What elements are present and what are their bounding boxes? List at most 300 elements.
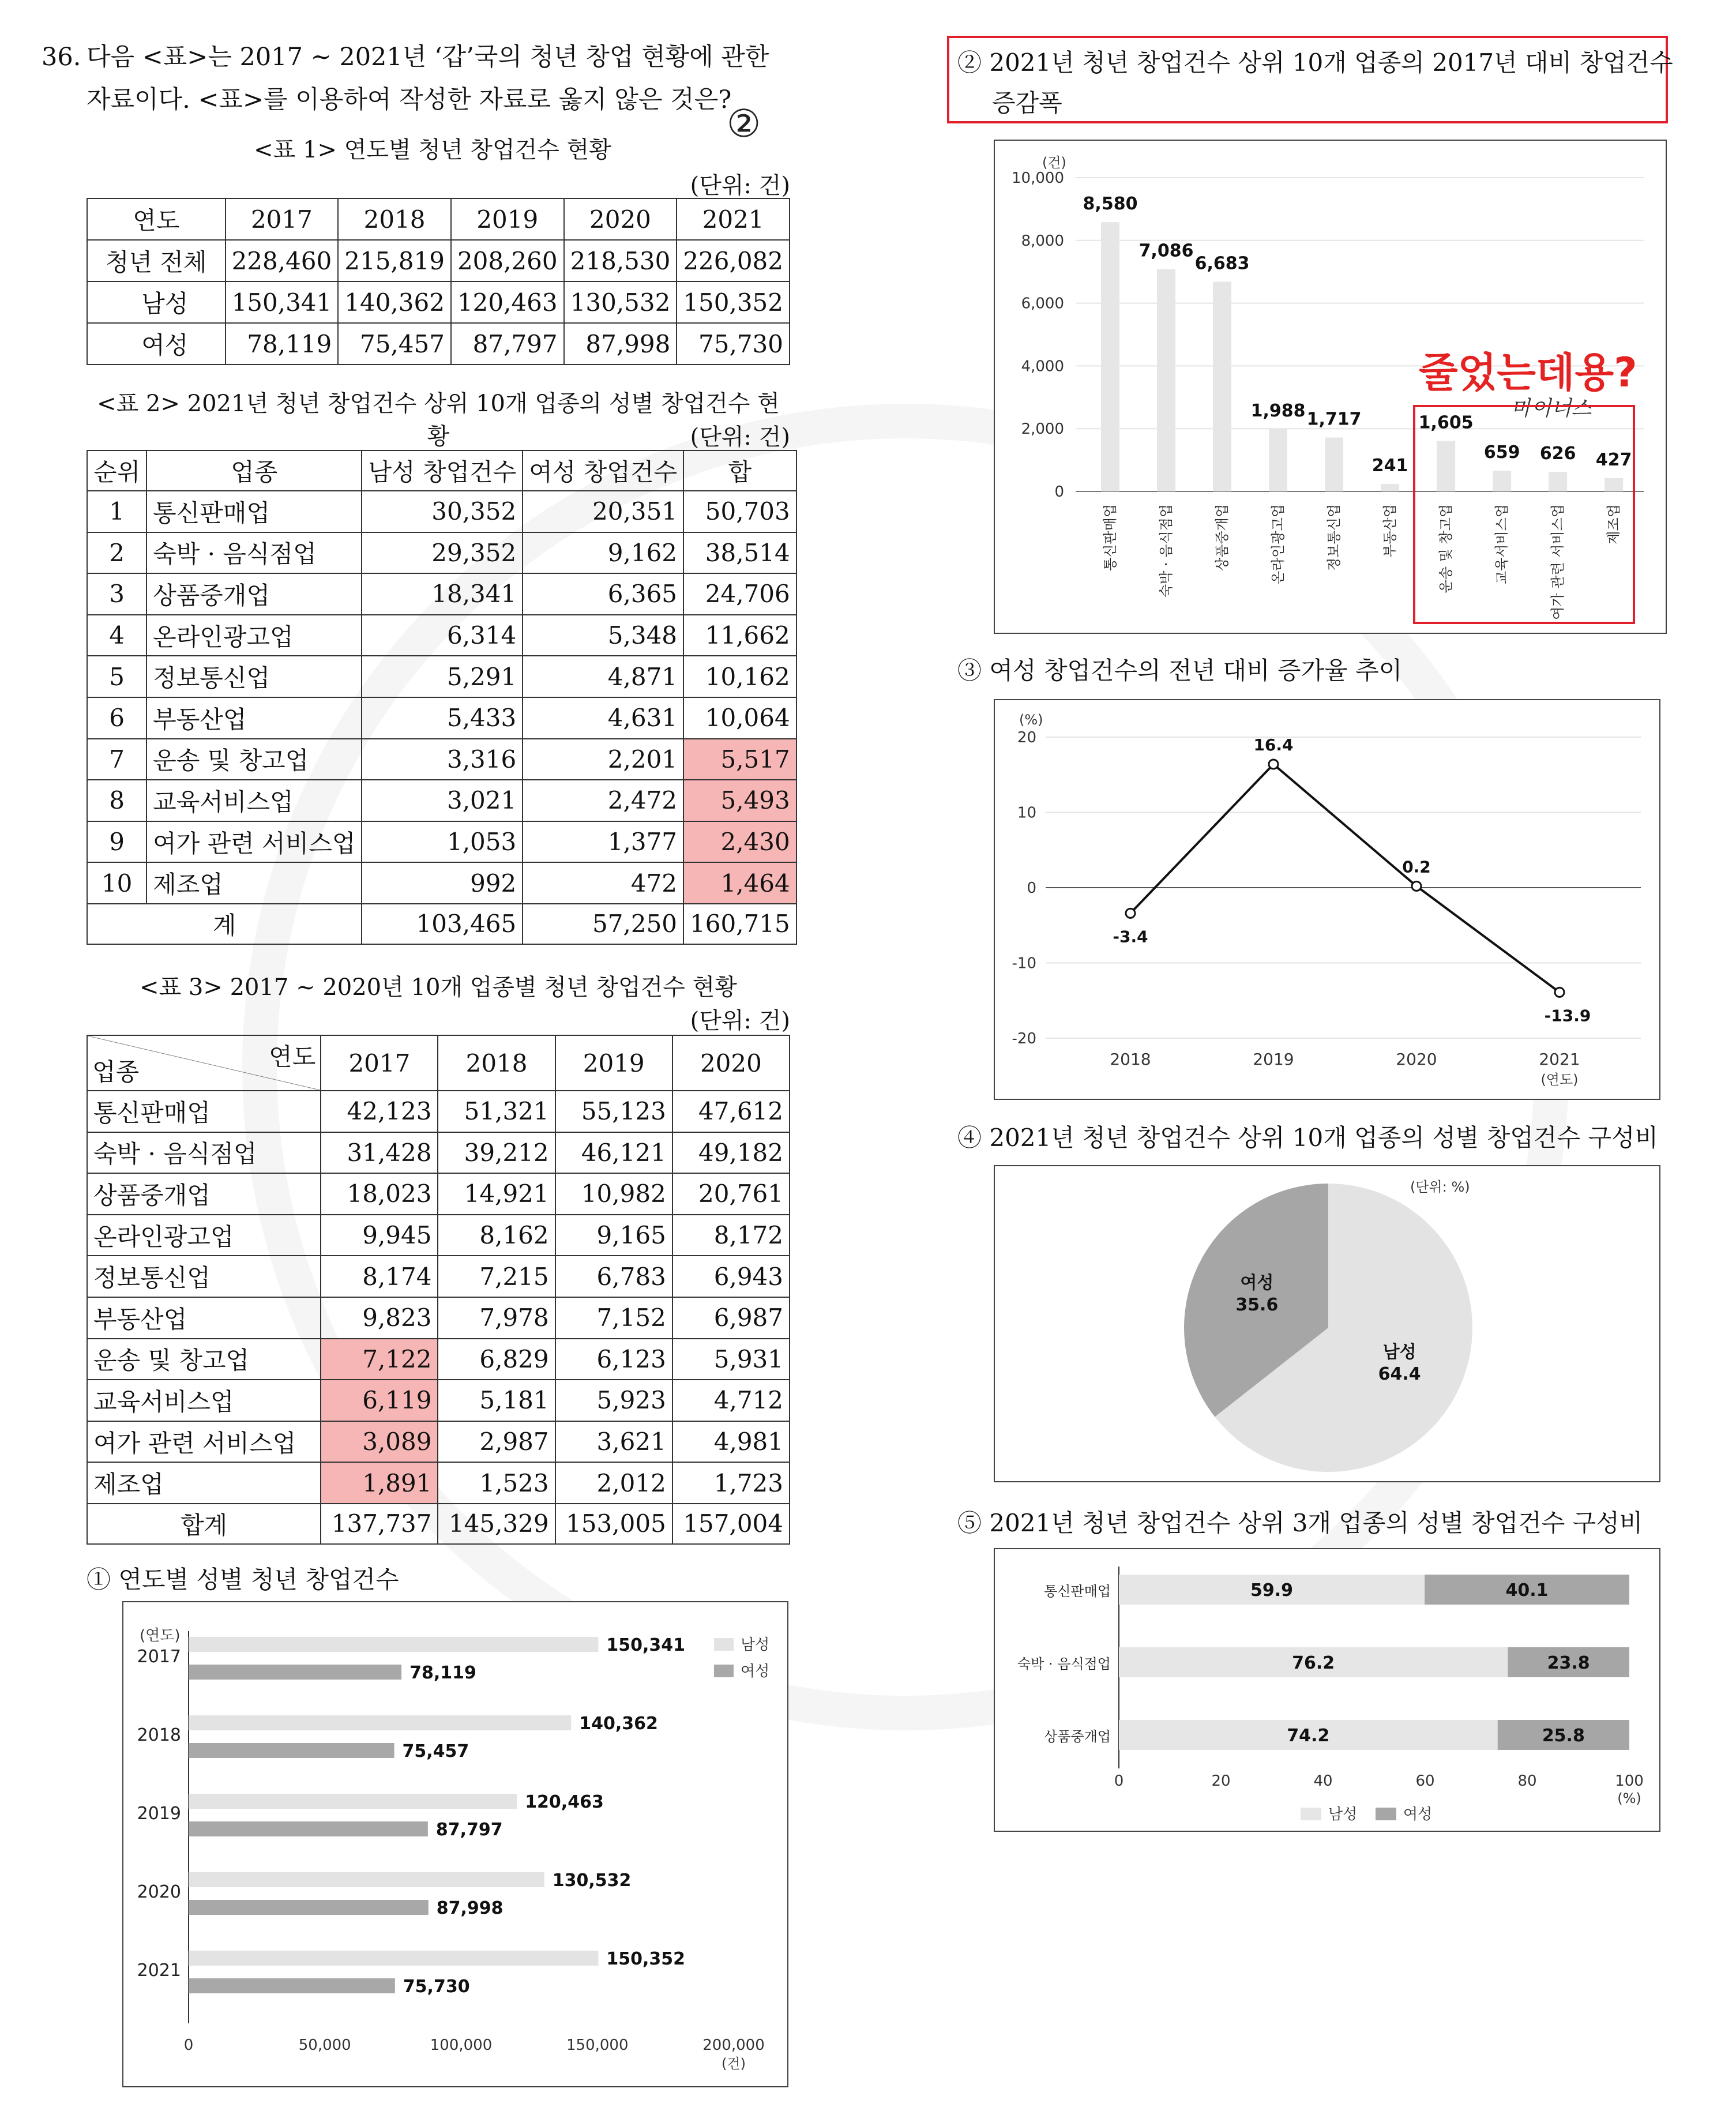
table3-cell: 3,089 (321, 1421, 438, 1463)
table1-row (87, 281, 790, 323)
chart2-bar-label: 1,988 (1250, 400, 1306, 421)
chart1-bar (189, 1900, 429, 1915)
chart5-xtick: 80 (1517, 1772, 1537, 1790)
table3-cell: 1,891 (321, 1462, 438, 1504)
table3-row (87, 1339, 790, 1380)
chart1-xtick: 0 (183, 2037, 194, 2054)
table2-male: 5,433 (362, 697, 523, 739)
table2-row (87, 532, 796, 574)
chart2-category: 숙박 · 음식점업 (1158, 504, 1175, 598)
table3-row (87, 1297, 790, 1339)
table1-cell: 140,362 (338, 281, 451, 323)
table2-female: 6,365 (523, 573, 683, 615)
table3-cell: 20,761 (672, 1173, 790, 1215)
chart1-bar-label: 87,998 (436, 1898, 503, 1918)
table3-cell: 42,123 (321, 1091, 438, 1132)
table2-sum: 5,493 (683, 780, 796, 821)
table3-row (87, 1462, 790, 1504)
chart2-bar-label: 241 (1371, 455, 1408, 476)
table3-row (87, 1256, 790, 1297)
table3-cell: 9,165 (555, 1215, 672, 1256)
table3-cell: 9,823 (321, 1297, 438, 1339)
table2-header-cell: 순위 (87, 450, 146, 491)
table2-industry: 숙박 · 음식점업 (146, 532, 362, 574)
table2-rank: 6 (87, 697, 146, 739)
chart2-category: 제조업 (1606, 504, 1622, 544)
chart1-bar-label: 75,457 (402, 1741, 469, 1761)
table3-cell: 49,182 (672, 1132, 790, 1174)
table2-sum: 50,703 (683, 491, 796, 532)
chart3-point-label: 16.4 (1253, 735, 1294, 754)
chart5-legend-swatch (1301, 1808, 1321, 1820)
chart1-ylabel: (연도) (140, 1627, 181, 1644)
chart2-ytick: 6,000 (1021, 295, 1064, 313)
table1-cell: 228,460 (226, 240, 339, 281)
table2-header-cell: 남성 창업건수 (362, 450, 523, 491)
table2-sum: 24,706 (683, 573, 796, 615)
table2-male: 3,316 (362, 739, 523, 780)
table3-total-label: 합계 (87, 1504, 321, 1544)
chart5-xlabel: (%) (1617, 1790, 1641, 1806)
table2-header-cell: 업종 (146, 450, 362, 491)
table3-industry: 제조업 (87, 1462, 321, 1504)
table2-industry: 여가 관련 서비스업 (146, 821, 362, 863)
table2-row (87, 491, 796, 532)
table1-cell: 150,352 (677, 281, 790, 323)
table2-female: 4,631 (523, 697, 683, 739)
chart2-ytick: 10,000 (1012, 170, 1064, 187)
chart3-point (1269, 760, 1278, 769)
chart2-category: 교육서비스업 (1494, 504, 1510, 585)
table3-row (87, 1380, 790, 1421)
table2-rank: 3 (87, 573, 146, 615)
table1-cell: 87,998 (564, 323, 677, 365)
chart1-svg (123, 1602, 790, 2089)
table2-row (87, 615, 796, 656)
table1-cell: 87,797 (451, 323, 564, 365)
table2-industry: 정보통신업 (146, 656, 362, 697)
table3-cell: 10,982 (555, 1173, 672, 1215)
table2-caption: <표 2> 2021년 청년 창업건수 상위 10개 업종의 성별 창업건수 현황 (97, 390, 780, 450)
table2-industry: 온라인광고업 (146, 615, 362, 656)
chart4-slice-name: 여성 (1240, 1272, 1274, 1293)
chart3-point (1126, 908, 1135, 918)
chart1-bar-label: 130,532 (552, 1870, 632, 1891)
handwritten-note: 줄었는데용? (1419, 349, 1637, 396)
chart3-point-label: -13.9 (1544, 1006, 1591, 1026)
chart1-bar (189, 1665, 401, 1680)
table3-cell: 46,121 (555, 1132, 672, 1174)
table2-row (87, 656, 796, 697)
table3-header-cell: 2020 (672, 1035, 790, 1091)
table3-total-cell: 137,737 (321, 1504, 438, 1544)
table2-sum: 5,517 (683, 739, 796, 780)
chart5-bar-label: 25.8 (1542, 1726, 1585, 1746)
table1-header-cell: 2021 (677, 198, 790, 240)
chart4-svg (995, 1166, 1662, 1483)
table3-cell: 5,923 (555, 1380, 672, 1421)
table3-row (87, 1091, 790, 1132)
table2-rank: 8 (87, 780, 146, 821)
chart3-ytick: -10 (1012, 955, 1036, 972)
table3-cell: 8,174 (321, 1256, 438, 1297)
table3 (87, 1035, 790, 1545)
chart5-bar-label: 23.8 (1547, 1653, 1590, 1673)
chart5-xtick: 40 (1313, 1772, 1333, 1790)
chart2-bar-label: 427 (1595, 449, 1632, 470)
table2-total-cell: 103,465 (362, 904, 523, 944)
chart2-category: 운송 및 창고업 (1438, 504, 1455, 594)
chart3-xlabel: (연도) (1540, 1072, 1579, 1088)
table1-header-cell: 2020 (564, 198, 677, 240)
chart3-box (994, 699, 1660, 1100)
choice-2-label-line1: ② 2021년 청년 창업건수 상위 10개 업종의 2017년 대비 창업건수 (957, 48, 1673, 77)
chart5-category: 상품중개업 (1044, 1729, 1111, 1745)
chart1-bar-label: 140,362 (579, 1714, 658, 1734)
table3-row (87, 1421, 790, 1463)
table3-cell: 3,621 (555, 1421, 672, 1463)
chart5-bar-label: 40.1 (1505, 1580, 1549, 1601)
answer-mark: ② (727, 102, 761, 146)
table2-row (87, 862, 796, 904)
chart2-bar (1269, 429, 1287, 491)
chart1-bar-label: 78,119 (409, 1663, 476, 1683)
table1-cell: 218,530 (564, 240, 677, 281)
table1-cell: 130,532 (564, 281, 677, 323)
chart2-ytick: 4,000 (1021, 358, 1064, 375)
table2 (87, 450, 797, 945)
table3-cell: 7,122 (321, 1339, 438, 1380)
table3-cell: 31,428 (321, 1132, 438, 1174)
table3-cell: 8,172 (672, 1215, 790, 1256)
table2-female: 1,377 (523, 821, 683, 863)
table3-cell: 47,612 (672, 1091, 790, 1132)
table1-caption: <표 1> 연도별 청년 창업건수 현황 (254, 137, 611, 163)
table3-cell: 5,181 (438, 1380, 555, 1421)
chart1-bar (189, 1743, 394, 1758)
chart2-bar-label: 6,683 (1194, 253, 1250, 274)
table1-row (87, 323, 790, 365)
chart2-ylabel: (건) (1042, 155, 1066, 171)
table3-industry: 교육서비스업 (87, 1380, 321, 1421)
chart1-legend-label: 남성 (741, 1636, 770, 1654)
chart3-ytick: 20 (1017, 729, 1036, 746)
table1-header-cell: 2018 (338, 198, 451, 240)
chart1-category: 2017 (137, 1647, 181, 1667)
table2-rank: 5 (87, 656, 146, 697)
chart2-bar (1157, 269, 1175, 491)
table3-caption: <표 3> 2017 ~ 2020년 10개 업종별 청년 창업건수 현황 (140, 974, 737, 1001)
table1-cell: 215,819 (338, 240, 451, 281)
table3-cell: 9,945 (321, 1215, 438, 1256)
chart1-bar (189, 1715, 571, 1730)
table3-industry: 상품중개업 (87, 1173, 321, 1215)
table3-cell: 6,943 (672, 1256, 790, 1297)
table3-cell: 39,212 (438, 1132, 555, 1174)
table2-sum: 11,662 (683, 615, 796, 656)
table2-sum: 2,430 (683, 821, 796, 863)
table3-cell: 6,987 (672, 1297, 790, 1339)
table3-industry: 운송 및 창고업 (87, 1339, 321, 1380)
table3-cell: 51,321 (438, 1091, 555, 1132)
chart2-highlight (1413, 405, 1635, 624)
table3-corner-year: 연도 (269, 1043, 316, 1071)
table1-cell: 120,463 (451, 281, 564, 323)
scribble-note: 마이너스 (1511, 397, 1592, 420)
chart3-ylabel: (%) (1019, 712, 1043, 728)
choice-5-label: ⑤ 2021년 청년 창업건수 상위 3개 업종의 성별 창업건수 구성비 (957, 1509, 1643, 1537)
chart1-box (122, 1601, 788, 2087)
table2-row (87, 821, 796, 863)
chart1-bar (189, 1951, 598, 1966)
table1-header-cell: 2017 (226, 198, 339, 240)
table2-total-label: 계 (87, 904, 362, 944)
table1-row-label: 여성 (87, 323, 226, 365)
chart1-xtick: 200,000 (702, 2037, 765, 2054)
chart3-point-label: 0.2 (1402, 857, 1431, 877)
chart1-bar (189, 1821, 428, 1836)
chart2-bar-label: 8,580 (1083, 194, 1138, 215)
table2-male: 18,341 (362, 573, 523, 615)
table3-row (87, 1173, 790, 1215)
chart5-bar-label: 59.9 (1250, 1580, 1294, 1601)
table3-header-row (87, 1035, 790, 1091)
chart2-category: 여가 관련 서비스업 (1550, 504, 1566, 620)
table1-cell: 226,082 (677, 240, 790, 281)
table2-rank: 2 (87, 532, 146, 574)
chart5-legend-label: 남성 (1328, 1806, 1358, 1823)
table3-total-row (87, 1504, 790, 1544)
table3-cell: 5,931 (672, 1339, 790, 1380)
chart2-ytick: 2,000 (1021, 420, 1064, 438)
table2-row (87, 573, 796, 615)
table3-cell: 4,981 (672, 1421, 790, 1463)
chart5-category: 숙박 · 음식점업 (1017, 1656, 1111, 1672)
table2-rank: 10 (87, 862, 146, 904)
table3-row (87, 1132, 790, 1174)
table2-male: 30,352 (362, 491, 523, 532)
table3-total-cell: 157,004 (672, 1504, 790, 1544)
chart2-bar (1213, 281, 1231, 491)
table3-cell: 14,921 (438, 1173, 555, 1215)
table2-sum: 10,064 (683, 697, 796, 739)
table2-header-cell: 합 (683, 450, 796, 491)
table1-header-cell: 연도 (87, 198, 226, 240)
table3-cell: 6,123 (555, 1339, 672, 1380)
table2-header-row (87, 450, 796, 491)
table3-unit: (단위: 건) (690, 1008, 790, 1034)
chart1-legend-swatch (714, 1638, 734, 1651)
choice-3-label: ③ 여성 창업건수의 전년 대비 증가율 추이 (957, 656, 1403, 685)
chart3-ytick: -20 (1012, 1030, 1036, 1047)
table3-header-cell: 2018 (438, 1035, 555, 1091)
chart3-point (1555, 987, 1564, 997)
chart2-category: 온라인광고업 (1270, 504, 1287, 585)
table2-industry: 교육서비스업 (146, 780, 362, 821)
table3-industry: 정보통신업 (87, 1256, 321, 1297)
table2-total-row (87, 904, 796, 944)
table2-rank: 7 (87, 739, 146, 780)
chart3-svg (995, 700, 1662, 1101)
chart3-line (1130, 764, 1560, 992)
chart1-category: 2019 (137, 1804, 181, 1824)
question-number: 36. (42, 43, 81, 72)
table2-sum: 38,514 (683, 532, 796, 574)
chart4-unit-label: (단위: %) (1410, 1179, 1470, 1195)
table2-sum: 10,162 (683, 656, 796, 697)
table2-rank: 4 (87, 615, 146, 656)
table2-industry: 운송 및 창고업 (146, 739, 362, 780)
choice-4-label: ④ 2021년 청년 창업건수 상위 10개 업종의 성별 창업건수 구성비 (957, 1124, 1659, 1152)
table3-cell: 7,978 (438, 1297, 555, 1339)
chart4-slice-name: 남성 (1382, 1342, 1416, 1363)
chart3-point (1412, 881, 1421, 891)
table2-male: 6,314 (362, 615, 523, 656)
chart2-bar (1325, 438, 1343, 491)
chart4-slice-value: 35.6 (1235, 1294, 1279, 1315)
chart3-ytick: 0 (1027, 880, 1036, 897)
chart1-bar (189, 1637, 598, 1652)
table1-cell: 208,260 (451, 240, 564, 281)
question-line1: 다음 <표>는 2017 ~ 2021년 ‘갑’국의 청년 창업 현황에 관한 (87, 43, 769, 72)
chart5-category: 통신판매업 (1044, 1583, 1111, 1599)
table1-header-row (87, 198, 790, 240)
table2-rank: 9 (87, 821, 146, 863)
table2-industry: 제조업 (146, 862, 362, 904)
table3-row (87, 1215, 790, 1256)
table3-cell: 1,723 (672, 1462, 790, 1504)
chart1-category: 2021 (137, 1960, 181, 1981)
chart2-category: 통신판매업 (1102, 504, 1118, 571)
table3-cell: 2,987 (438, 1421, 555, 1463)
chart1-xtick: 100,000 (430, 2037, 493, 2054)
table1-cell: 78,119 (226, 323, 339, 365)
chart1-bar-label: 87,797 (435, 1820, 503, 1840)
chart2-bar-label: 626 (1539, 443, 1576, 464)
chart1-xlabel: (건) (722, 2056, 746, 2072)
table3-cell: 4,712 (672, 1380, 790, 1421)
table1-row-label: 청년 전체 (87, 240, 226, 281)
table2-female: 4,871 (523, 656, 683, 697)
table2-total-cell: 57,250 (523, 904, 683, 944)
table2-total-cell: 160,715 (683, 904, 796, 944)
chart5-legend-swatch (1376, 1808, 1396, 1820)
table1-row (87, 240, 790, 281)
table2-row (87, 697, 796, 739)
chart1-bar (189, 1978, 395, 1993)
choice-1-label: ① 연도별 성별 청년 창업건수 (87, 1565, 399, 1594)
chart1-xtick: 50,000 (298, 2037, 351, 2054)
table2-female: 2,472 (523, 780, 683, 821)
chart1-category: 2020 (137, 1882, 181, 1902)
question-line2: 자료이다. <표>를 이용하여 작성한 자료로 옳지 않은 것은? (87, 85, 732, 114)
table3-total-cell: 153,005 (555, 1504, 672, 1544)
table3-cell: 6,119 (321, 1380, 438, 1421)
table2-female: 20,351 (523, 491, 683, 532)
chart1-legend-swatch (714, 1665, 734, 1677)
table2-header-cell: 여성 창업건수 (523, 450, 683, 491)
table2-row (87, 739, 796, 780)
chart2-bar (1101, 222, 1119, 491)
chart2-bar-label: 1,717 (1306, 409, 1362, 430)
table2-female: 9,162 (523, 532, 683, 574)
table2-industry: 통신판매업 (146, 491, 362, 532)
chart3-point-label: -3.4 (1113, 927, 1148, 946)
chart3-xtick: 2018 (1110, 1050, 1151, 1069)
table3-corner (87, 1035, 321, 1091)
table3-cell: 6,829 (438, 1339, 555, 1380)
chart5-svg (995, 1549, 1662, 1833)
table3-industry: 통신판매업 (87, 1091, 321, 1132)
table1-header-cell: 2019 (451, 198, 564, 240)
chart1-bar (189, 1794, 517, 1809)
table2-unit: (단위: 건) (690, 424, 790, 450)
chart5-bar-label: 76.2 (1292, 1653, 1335, 1673)
table2-male: 992 (362, 862, 523, 904)
chart5-box (994, 1548, 1660, 1832)
chart2-category: 부동산업 (1382, 504, 1399, 558)
table3-cell: 1,523 (438, 1462, 555, 1504)
table3-total-cell: 145,329 (438, 1504, 555, 1544)
table2-female: 5,348 (523, 615, 683, 656)
table2-female: 472 (523, 862, 683, 904)
table3-cell: 18,023 (321, 1173, 438, 1215)
chart5-xtick: 0 (1114, 1772, 1124, 1790)
chart4-slice-value: 64.4 (1378, 1364, 1421, 1385)
chart5-bar-label: 74.2 (1287, 1726, 1330, 1746)
table3-cell: 8,162 (438, 1215, 555, 1256)
table3-corner-industry: 업종 (92, 1058, 140, 1086)
table3-industry: 온라인광고업 (87, 1215, 321, 1256)
chart5-xtick: 100 (1615, 1772, 1644, 1790)
chart1-bar (189, 1872, 544, 1887)
table3-cell: 6,783 (555, 1256, 672, 1297)
table3-industry: 부동산업 (87, 1297, 321, 1339)
table2-male: 5,291 (362, 656, 523, 697)
chart3-xtick: 2020 (1396, 1050, 1437, 1069)
table2-industry: 부동산업 (146, 697, 362, 739)
table3-cell: 55,123 (555, 1091, 672, 1132)
table1-row-label: 남성 (87, 281, 226, 323)
chart1-bar-label: 120,463 (525, 1792, 604, 1812)
table1 (87, 198, 790, 365)
chart2-bar-label: 1,605 (1418, 412, 1474, 433)
chart3-xtick: 2021 (1539, 1050, 1580, 1069)
chart2-ytick: 8,000 (1021, 232, 1064, 250)
table3-industry: 숙박 · 음식점업 (87, 1132, 321, 1174)
chart2-category: 상품중개업 (1214, 504, 1231, 571)
table3-industry: 여가 관련 서비스업 (87, 1421, 321, 1463)
chart2-category: 정보통신업 (1326, 504, 1343, 571)
chart4-box (994, 1165, 1660, 1482)
table2-male: 3,021 (362, 780, 523, 821)
chart1-bar-label: 150,352 (606, 1949, 686, 1969)
chart5-xtick: 60 (1415, 1772, 1435, 1790)
table1-cell: 75,730 (677, 323, 790, 365)
table2-female: 2,201 (523, 739, 683, 780)
chart1-category: 2018 (137, 1725, 181, 1745)
table2-male: 1,053 (362, 821, 523, 863)
table1-unit: (단위: 건) (690, 172, 790, 199)
chart1-bar-label: 75,730 (403, 1977, 470, 1997)
table1-cell: 150,341 (226, 281, 339, 323)
chart2-bar-label: 659 (1483, 442, 1520, 463)
chart1-legend-label: 여성 (741, 1663, 770, 1680)
chart1-xtick: 150,000 (566, 2037, 629, 2054)
chart3-ytick: 10 (1017, 804, 1036, 822)
chart5-legend-label: 여성 (1403, 1806, 1433, 1823)
table2-row (87, 780, 796, 821)
